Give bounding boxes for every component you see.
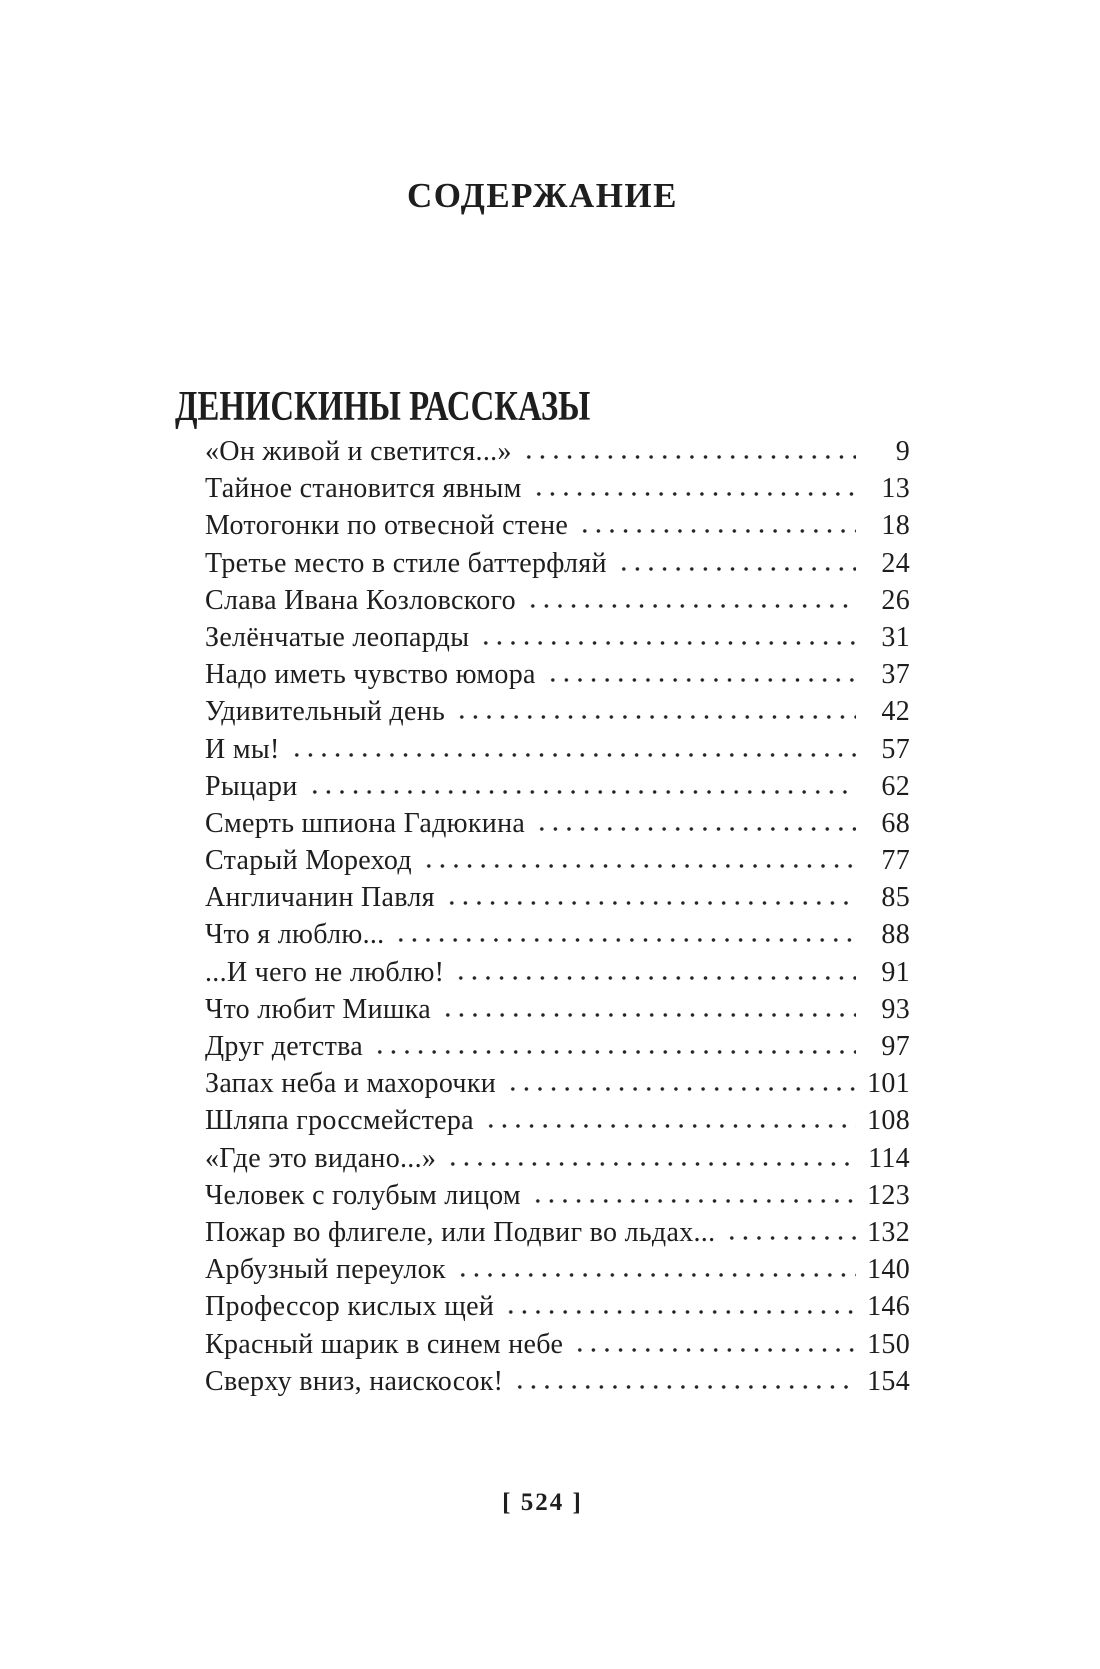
toc-dot-leader — [532, 826, 856, 832]
toc-entry-title: Шляпа гроссмейстера — [205, 1105, 474, 1137]
toc-row — [205, 470, 910, 507]
toc-entry-title: Человек с голубым лицом — [205, 1179, 521, 1211]
toc-row — [205, 545, 910, 582]
toc-dot-leader — [305, 789, 856, 795]
toc-entry-title: И мы! — [205, 733, 280, 765]
toc-entry-title: Что я люблю... — [205, 919, 385, 951]
toc-entry-title: Профессор кислых щей — [205, 1291, 495, 1323]
toc-row — [205, 1028, 910, 1065]
toc-row — [205, 1288, 910, 1325]
toc-entry-title: Рыцари — [205, 770, 298, 802]
toc-row — [205, 619, 910, 656]
toc-entry-page: 31 — [881, 621, 910, 653]
page-title: СОДЕРЖАНИЕ — [406, 176, 678, 215]
toc-row — [205, 1140, 910, 1177]
toc-entry-page: 91 — [881, 956, 910, 988]
toc-row — [205, 507, 910, 544]
toc-entry-page: 93 — [881, 993, 910, 1025]
toc-dot-leader — [519, 454, 856, 460]
toc-row — [205, 582, 910, 619]
toc-row — [205, 1177, 910, 1214]
toc-row — [205, 731, 910, 768]
toc-entry-page: 57 — [881, 733, 910, 765]
toc-entry-title: ...И чего не люблю! — [205, 956, 445, 988]
toc-row — [205, 768, 910, 805]
toc-entry-page: 18 — [881, 510, 910, 542]
toc-entry-title: Третье место в стиле баттерфляй — [205, 547, 607, 579]
toc-dot-leader — [443, 1161, 856, 1167]
toc-entry-title: Удивительный день — [205, 696, 446, 728]
toc-row — [205, 1363, 910, 1400]
toc-row — [205, 879, 910, 916]
toc-entry-title: «Где это видано...» — [205, 1142, 437, 1174]
toc-section-heading: ДЕНИСКИНЫ РАССКАЗЫ — [175, 384, 591, 430]
toc-row — [205, 916, 910, 953]
toc-row — [205, 842, 910, 879]
toc-row — [205, 805, 910, 842]
page-content — [175, 0, 910, 1669]
toc-row — [205, 1326, 910, 1363]
toc-dot-leader — [510, 1384, 856, 1390]
toc-dot-leader — [476, 640, 856, 646]
toc-entry-title: Арбузный переулок — [205, 1254, 446, 1286]
page-number-footer: [ 524 ] — [502, 1489, 583, 1516]
toc-list — [205, 433, 910, 1400]
toc-row — [205, 1214, 910, 1251]
toc-entry-title: Англичанин Павля — [205, 882, 435, 914]
toc-row — [205, 1251, 910, 1288]
toc-entry-title: «Он живой и светится...» — [205, 436, 512, 467]
toc-dot-leader — [575, 528, 856, 534]
toc-entry-page: 37 — [881, 659, 910, 691]
toc-dot-leader — [453, 1272, 856, 1278]
toc-dot-leader — [529, 491, 856, 497]
toc-entry-page: 123 — [867, 1179, 910, 1211]
toc-dot-leader — [452, 714, 856, 720]
toc-dot-leader — [481, 1123, 856, 1129]
toc-entry-page: 26 — [881, 584, 910, 616]
toc-entry-title: Тайное становится явным — [205, 473, 522, 505]
toc-dot-leader — [287, 752, 856, 758]
toc-entry-page: 97 — [881, 1031, 910, 1062]
toc-entry-title: Надо иметь чувство юмора — [205, 659, 536, 691]
toc-row — [205, 656, 910, 693]
toc-dot-leader — [543, 677, 856, 683]
toc-dot-leader — [523, 603, 856, 609]
toc-entry-page: 108 — [867, 1105, 910, 1137]
toc-entry-title: Сверху вниз, наискосок! — [205, 1365, 504, 1397]
toc-dot-leader — [501, 1309, 856, 1315]
toc-row — [205, 693, 910, 730]
toc-entry-title: Красный шарик в синем небе — [205, 1328, 564, 1360]
toc-entry-title: Друг детства — [205, 1031, 364, 1062]
toc-entry-title: Старый Мореход — [205, 845, 412, 877]
toc-entry-page: 68 — [881, 807, 910, 839]
toc-entry-title: Запах неба и махорочки — [205, 1068, 497, 1100]
toc-entry-page: 85 — [881, 882, 910, 914]
toc-entry-page: 77 — [881, 845, 910, 877]
toc-entry-page: 42 — [881, 696, 910, 728]
toc-row — [205, 433, 910, 470]
toc-dot-leader — [370, 1049, 856, 1055]
toc-row — [205, 991, 910, 1028]
toc-entry-page: 88 — [881, 919, 910, 951]
toc-entry-page: 150 — [867, 1328, 910, 1360]
toc-entry-page: 114 — [868, 1142, 910, 1174]
toc-dot-leader — [438, 1012, 856, 1018]
toc-dot-leader — [391, 937, 856, 943]
toc-entry-title: Зелёнчатые леопарды — [205, 621, 470, 653]
toc-row — [205, 1102, 910, 1139]
toc-entry-page: 154 — [867, 1365, 910, 1397]
toc-dot-leader — [614, 566, 856, 572]
toc-dot-leader — [528, 1198, 856, 1204]
toc-entry-page: 132 — [867, 1216, 910, 1248]
toc-dot-leader — [503, 1086, 856, 1092]
toc-dot-leader — [451, 975, 856, 981]
toc-entry-page: 101 — [867, 1068, 910, 1100]
toc-entry-page: 24 — [881, 547, 910, 579]
toc-dot-leader — [570, 1347, 856, 1353]
toc-entry-title: Смерть шпиона Гадюкина — [205, 807, 526, 839]
toc-entry-page: 13 — [881, 473, 910, 505]
toc-entry-page: 140 — [867, 1254, 910, 1286]
toc-entry-title: Что любит Мишка — [205, 993, 431, 1025]
toc-entry-title: Пожар во флигеле, или Подвиг во льдах... — [205, 1216, 716, 1248]
toc-entry-page: 9 — [895, 436, 910, 467]
toc-entry-title: Слава Ивана Козловского — [205, 584, 516, 616]
toc-dot-leader — [419, 863, 856, 869]
toc-row — [205, 1065, 910, 1102]
toc-entry-page: 146 — [867, 1291, 910, 1323]
toc-dot-leader — [722, 1235, 856, 1241]
toc-entry-page: 62 — [881, 770, 910, 802]
toc-dot-leader — [442, 900, 856, 906]
toc-row — [205, 954, 910, 991]
toc-entry-title: Мотогонки по отвесной стене — [205, 510, 569, 542]
